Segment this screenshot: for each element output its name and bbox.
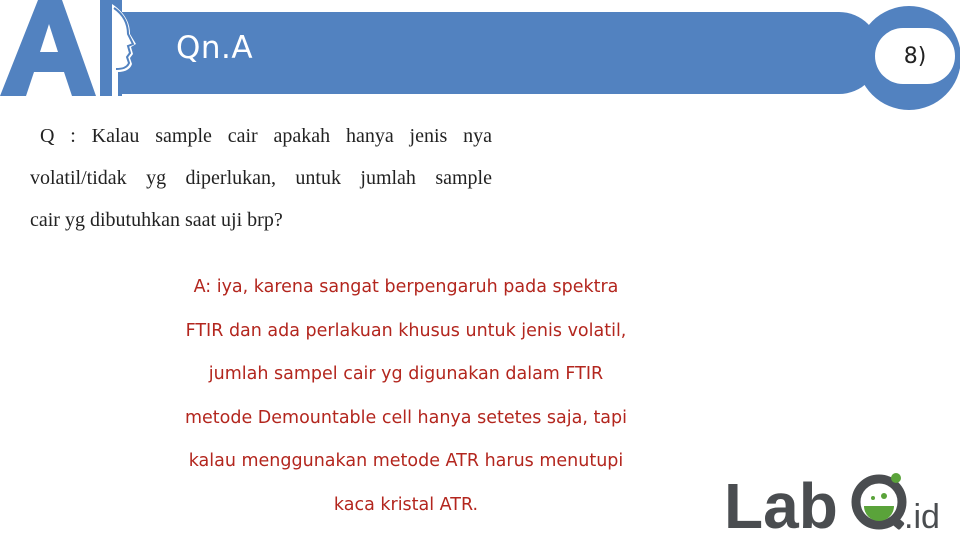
labq-suffix: .id xyxy=(904,498,940,534)
labq-logo-text: Lab xyxy=(724,470,838,534)
answer-line: kaca kristal ATR. xyxy=(333,494,479,515)
answer-line: jumlah sampel cair yg digunakan dalam FTIR xyxy=(208,364,604,385)
answer-block xyxy=(152,266,660,528)
question-block xyxy=(30,120,492,246)
page-number: 8) xyxy=(875,28,955,84)
answer-line: metode Demountable cell hanya setetes saja, tapi xyxy=(184,407,628,428)
question-line: volatil/tidak yg diperlukan, untuk jumlah sample xyxy=(30,167,492,189)
labq-logo xyxy=(724,470,954,534)
question-line: Q : Kalau sample cair apakah hanya jenis nya xyxy=(40,125,492,147)
ai-logo xyxy=(0,0,160,100)
answer-line: A: iya, karena sangat berpengaruh pada spektra xyxy=(193,277,619,297)
answer-line: kalau menggunakan metode ATR harus menutupi xyxy=(188,451,624,472)
answer-line: FTIR dan ada perlakuan khusus untuk jenis volatil, xyxy=(185,320,627,341)
question-line: cair yg dibutuhkan saat uji brp? xyxy=(30,209,283,231)
page-title: Qn.A xyxy=(176,30,254,66)
